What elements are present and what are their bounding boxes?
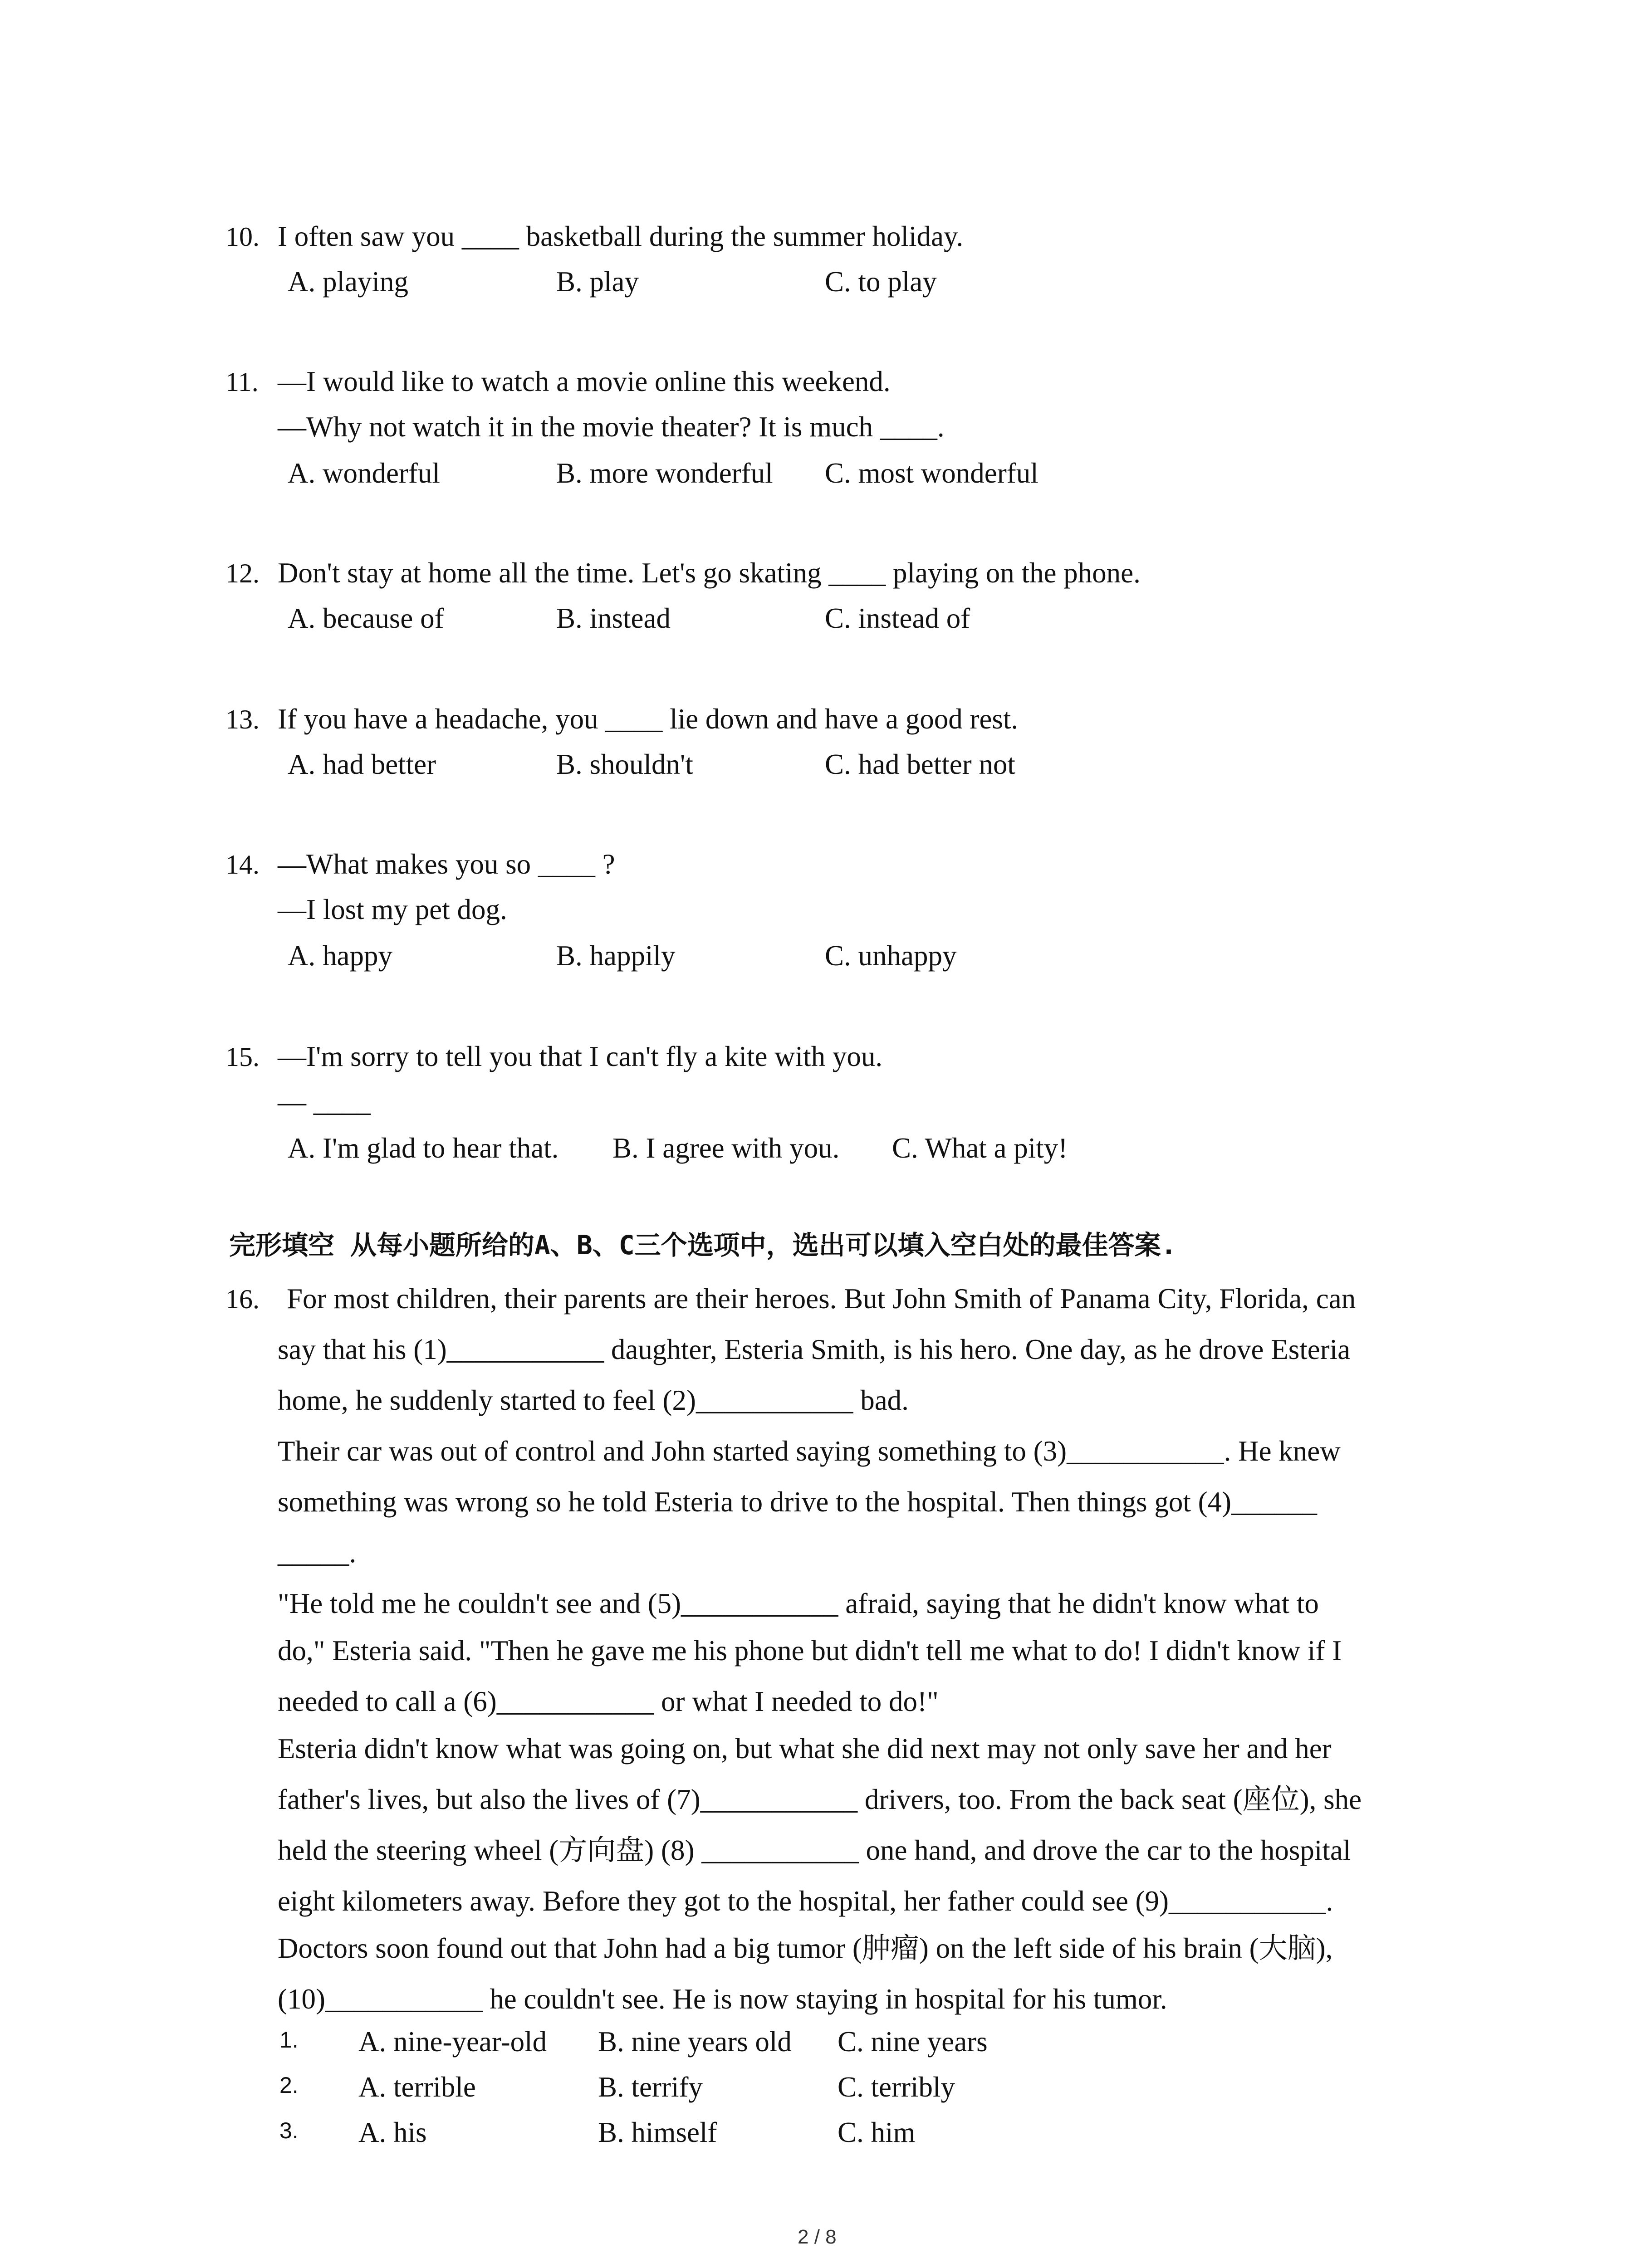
passage-line: (10)___________ he couldn't see. He is now staying in hospital for his tumor.	[278, 1983, 1167, 2015]
question-number: 10.	[225, 222, 260, 252]
question-stem: — ____	[278, 1086, 371, 1118]
option-c: C. him	[838, 2116, 916, 2148]
question-stem: I often saw you ____ basketball during the summer holiday.	[278, 220, 964, 252]
question-number: 15.	[225, 1042, 260, 1072]
passage-line: do," Esteria said. "Then he gave me his phone but didn't tell me what to do! I didn't know if I	[278, 1635, 1342, 1667]
passage-line: say that his (1)___________ daughter, Esteria Smith, is his hero. One day, as he drove Esteria	[278, 1334, 1351, 1365]
option-a: A. because of	[288, 602, 444, 634]
passage-line: Doctors soon found out that John had a big tumor (肿瘤) on the left side of his brain (大脑),	[278, 1932, 1333, 1964]
passage-line: Their car was out of control and John started saying something to (3)___________. He knew	[278, 1435, 1341, 1467]
option-b: B. instead	[556, 602, 671, 634]
option-a: A. had better	[288, 748, 436, 780]
section-heading: 完形填空 从每小题所给的A、B、C三个选项中，选出可以填入空白处的最佳答案.	[229, 1230, 1177, 1261]
option-b: B. himself	[598, 2116, 717, 2148]
option-b: B. shouldn't	[556, 748, 693, 780]
question-stem: —What makes you so ____ ?	[278, 848, 615, 880]
question-stem: —I lost my pet dog.	[278, 894, 507, 925]
option-a: A. terrible	[358, 2071, 476, 2103]
option-c: C. nine years	[838, 2026, 988, 2058]
option-a: A. nine-year-old	[358, 2026, 547, 2058]
passage-line: home, he suddenly started to feel (2)___________ bad.	[278, 1384, 909, 1416]
option-a: A. happy	[288, 940, 392, 972]
option-a: A. his	[358, 2116, 427, 2148]
option-b: B. nine years old	[598, 2026, 792, 2058]
sub-question-number: 2.	[279, 2072, 299, 2098]
passage-line: _____.	[278, 1537, 357, 1569]
page-number: 2 / 8	[798, 2226, 837, 2248]
passage-line: "He told me he couldn't see and (5)___________ afraid, saying that he didn't know what to	[278, 1588, 1319, 1619]
option-b: B. terrify	[598, 2071, 703, 2103]
option-c: C. most wonderful	[825, 457, 1038, 489]
option-a: A. wonderful	[288, 457, 440, 489]
option-a: A. playing	[288, 266, 408, 298]
question-number: 14.	[225, 850, 260, 880]
passage-line: father's lives, but also the lives of (7)___________ drivers, too. From the back seat (座位), she	[278, 1784, 1362, 1815]
question-stem: —I'm sorry to tell you that I can't fly a kite with you.	[278, 1041, 883, 1072]
option-c: C. to play	[825, 266, 937, 298]
question-stem: Don't stay at home all the time. Let's go skating ____ playing on the phone.	[278, 557, 1141, 589]
question-stem: —I would like to watch a movie online this weekend.	[278, 366, 891, 397]
question-number: 12.	[225, 558, 260, 588]
option-b: B. happily	[556, 940, 676, 972]
option-b: B. play	[556, 266, 639, 298]
option-b: B. I agree with you.	[612, 1132, 840, 1164]
passage-line: something was wrong so he told Esteria to drive to the hospital. Then things got (4)______	[278, 1486, 1318, 1518]
passage-line: needed to call a (6)___________ or what I needed to do!"	[278, 1686, 939, 1717]
option-c: C. had better not	[825, 748, 1015, 780]
passage-line: eight kilometers away. Before they got to the hospital, her father could see (9)___________.	[278, 1885, 1333, 1917]
option-c: C. instead of	[825, 602, 970, 634]
option-c: C. What a pity!	[892, 1132, 1068, 1164]
question-number: 16.	[225, 1284, 260, 1314]
option-c: C. unhappy	[825, 940, 957, 972]
sub-question-number: 3.	[279, 2118, 299, 2143]
question-stem: —Why not watch it in the movie theater? It is much ____.	[278, 411, 945, 443]
passage-line: For most children, their parents are their heroes. But John Smith of Panama City, Florida, can	[287, 1283, 1356, 1315]
option-c: C. terribly	[838, 2071, 955, 2103]
passage-line: held the steering wheel (方向盘) (8) ___________ one hand, and drove the car to the hospital	[278, 1834, 1351, 1866]
question-stem: If you have a headache, you ____ lie down and have a good rest.	[278, 703, 1019, 735]
question-number: 13.	[225, 704, 260, 734]
option-b: B. more wonderful	[556, 457, 773, 489]
question-number: 11.	[225, 367, 259, 397]
option-a: A. I'm glad to hear that.	[288, 1132, 559, 1164]
passage-line: Esteria didn't know what was going on, but what she did next may not only save her and her	[278, 1733, 1332, 1765]
sub-question-number: 1.	[279, 2027, 299, 2053]
